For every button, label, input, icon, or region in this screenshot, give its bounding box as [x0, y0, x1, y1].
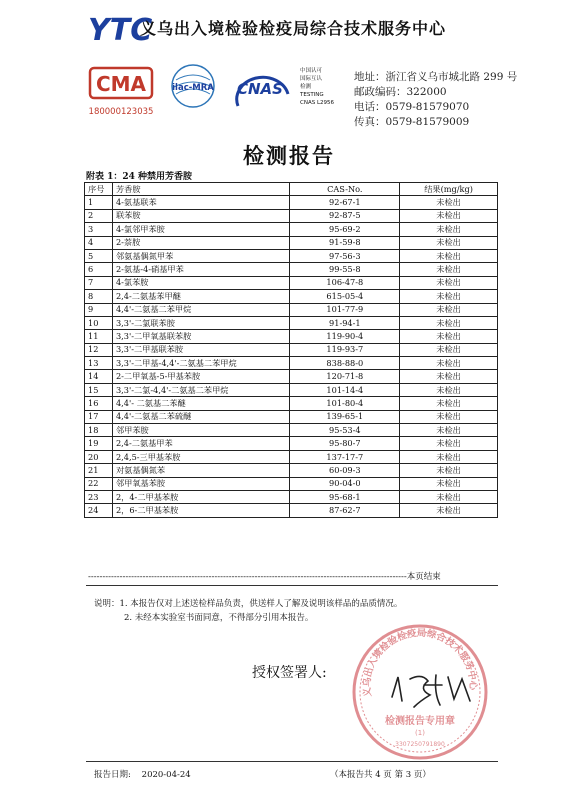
- table-row: [85, 303, 498, 316]
- row-index: 22: [85, 477, 113, 490]
- row-result: 未检出: [400, 209, 498, 222]
- row-index: 2: [85, 209, 113, 222]
- row-cas: 95-80-7: [290, 437, 400, 450]
- table-row: [85, 316, 498, 329]
- phone: 电话：0579-81579070: [354, 101, 470, 113]
- row-cas: 119-93-7: [290, 343, 400, 356]
- row-amine: 2-二甲氧基-5-甲基苯胺: [112, 370, 290, 383]
- row-amine: 3,3'-二甲基-4,4'-二氨基二苯甲烷: [112, 357, 290, 370]
- row-result: 未检出: [400, 490, 498, 503]
- cma-number: 180000123035: [88, 107, 154, 117]
- cnas-text-4: TESTING: [300, 92, 324, 98]
- row-result: 未检出: [400, 276, 498, 289]
- header-amine: 芳香胺: [112, 183, 290, 196]
- row-amine: 3,3'-二氯联苯胺: [112, 316, 290, 329]
- note-line-1: 说明：1. 本报告仅对上述送检样品负责，供送样人了解及说明该样品的品质情况。: [94, 599, 403, 609]
- cnas-text-5: CNAS L2956: [300, 100, 335, 106]
- row-result: 未检出: [400, 383, 498, 396]
- row-cas: 92-67-1: [290, 196, 400, 209]
- row-cas: 97-56-3: [290, 249, 400, 262]
- cnas-text-2: 国际互认: [300, 76, 323, 82]
- row-result: 未检出: [400, 370, 498, 383]
- row-result: 未检出: [400, 424, 498, 437]
- table-row: [85, 357, 498, 370]
- row-cas: 95-69-2: [290, 223, 400, 236]
- row-index: 5: [85, 249, 113, 262]
- row-amine: 4-氯苯胺: [112, 276, 290, 289]
- table-row: [85, 330, 498, 343]
- table-row: [85, 196, 498, 209]
- row-index: 7: [85, 276, 113, 289]
- table-caption: 附表 1：24 种禁用芳香胺: [86, 172, 193, 182]
- seal-code: 3307250791890: [395, 741, 445, 748]
- row-amine: 4,4'-二氨基二苯甲烷: [112, 303, 290, 316]
- row-index: 23: [85, 490, 113, 503]
- report-date: 报告日期: 2020-04-24: [94, 770, 191, 780]
- row-cas: 119-90-4: [290, 330, 400, 343]
- row-cas: 95-68-1: [290, 490, 400, 503]
- row-index: 21: [85, 464, 113, 477]
- row-cas: 139-65-1: [290, 410, 400, 423]
- postcode: 邮政编码：322000: [354, 86, 447, 98]
- row-amine: 2-氨基-4-硝基甲苯: [112, 263, 290, 276]
- row-result: 未检出: [400, 410, 498, 423]
- seal-center-text: 检测报告专用章: [385, 716, 455, 727]
- row-index: 12: [85, 343, 113, 356]
- table-row: [85, 236, 498, 249]
- ytc-logo-text: YTC: [88, 13, 153, 48]
- row-cas: 60-09-3: [290, 464, 400, 477]
- row-index: 4: [85, 236, 113, 249]
- table-row: [85, 223, 498, 236]
- row-result: 未检出: [400, 343, 498, 356]
- row-amine: 2-萘胺: [112, 236, 290, 249]
- row-amine: 4,4'- 二氨基二苯醚: [112, 397, 290, 410]
- row-index: 10: [85, 316, 113, 329]
- table-row: [85, 424, 498, 437]
- cnas-logo: [237, 66, 335, 106]
- row-amine: 2，6-二甲基苯胺: [112, 504, 290, 517]
- address: 地址：浙江省义乌市城北路 299 号: [354, 71, 518, 83]
- ytc-logo: [88, 12, 153, 48]
- table-row: [85, 464, 498, 477]
- row-cas: 91-59-8: [290, 236, 400, 249]
- table-row: [85, 410, 498, 423]
- notes: [94, 597, 402, 625]
- table-row: [85, 209, 498, 222]
- row-index: 6: [85, 263, 113, 276]
- row-amine: 2,4,5-三甲基苯胺: [112, 450, 290, 463]
- row-index: 3: [85, 223, 113, 236]
- row-amine: 对氨基偶氮苯: [112, 464, 290, 477]
- row-amine: 4,4'-二氨基二苯硫醚: [112, 410, 290, 423]
- note-line-2: 2. 未经本实验室书面同意，不得部分引用本报告。: [124, 613, 314, 623]
- row-cas: 106-47-8: [290, 276, 400, 289]
- row-result: 未检出: [400, 249, 498, 262]
- row-cas: 92-87-5: [290, 209, 400, 222]
- ilac-mra-label: ilac-MRA: [172, 83, 214, 93]
- table-row: [85, 450, 498, 463]
- table-row: [85, 263, 498, 276]
- row-result: 未检出: [400, 223, 498, 236]
- row-result: 未检出: [400, 437, 498, 450]
- page-info: （本报告共 4 页 第 3 页）: [330, 770, 431, 780]
- row-cas: 615-05-4: [290, 290, 400, 303]
- table-row: [85, 490, 498, 503]
- footer-separator: [86, 761, 498, 762]
- table-row: [85, 437, 498, 450]
- row-index: 13: [85, 357, 113, 370]
- row-cas: 91-94-1: [290, 316, 400, 329]
- row-index: 20: [85, 450, 113, 463]
- handwritten-signature: [384, 667, 484, 711]
- row-cas: 95-53-4: [290, 424, 400, 437]
- row-cas: 101-80-4: [290, 397, 400, 410]
- row-result: 未检出: [400, 477, 498, 490]
- header-cas: CAS-No.: [290, 183, 400, 196]
- cma-logo-label: CMA: [95, 72, 147, 96]
- row-result: 未检出: [400, 196, 498, 209]
- table-row: [85, 383, 498, 396]
- results-table: [84, 182, 498, 518]
- fax: 传真：0579-81579009: [354, 116, 470, 128]
- table-body: [85, 196, 498, 517]
- table-row: [85, 397, 498, 410]
- row-amine: 邻氨基偶氮甲苯: [112, 249, 290, 262]
- row-index: 18: [85, 424, 113, 437]
- row-cas: 99-55-8: [290, 263, 400, 276]
- header-index: 序号: [85, 183, 113, 196]
- row-cas: 120-71-8: [290, 370, 400, 383]
- row-index: 16: [85, 397, 113, 410]
- row-result: 未检出: [400, 236, 498, 249]
- row-index: 17: [85, 410, 113, 423]
- row-result: 未检出: [400, 316, 498, 329]
- row-result: 未检出: [400, 450, 498, 463]
- row-amine: 3,3'-二甲氧基联苯胺: [112, 330, 290, 343]
- row-result: 未检出: [400, 303, 498, 316]
- row-amine: 邻甲苯胺: [112, 424, 290, 437]
- table-row: [85, 276, 498, 289]
- certification-logos: [88, 64, 348, 124]
- row-cas: 137-17-7: [290, 450, 400, 463]
- row-result: 未检出: [400, 290, 498, 303]
- separator: [86, 585, 498, 586]
- row-amine: 3,3'-二甲基联苯胺: [112, 343, 290, 356]
- row-result: 未检出: [400, 330, 498, 343]
- row-index: 19: [85, 437, 113, 450]
- row-result: 未检出: [400, 464, 498, 477]
- cnas-logo-label: CNAS: [237, 80, 283, 98]
- row-cas: 101-14-4: [290, 383, 400, 396]
- table-row: [85, 249, 498, 262]
- row-amine: 2,4-二氨基苯甲醚: [112, 290, 290, 303]
- signer-label: 授权签署人:: [252, 665, 327, 681]
- row-result: 未检出: [400, 357, 498, 370]
- seal-arc-text: 义乌出入境检验检疫局综合技术服务中心: [361, 627, 479, 698]
- row-result: 未检出: [400, 263, 498, 276]
- cnas-text-1: 中国认可: [300, 68, 323, 74]
- row-amine: 2，4-二甲基苯胺: [112, 490, 290, 503]
- cnas-text-3: 检测: [300, 84, 312, 90]
- page-end-marker: ---------------------------------------------------------------------------------------------------------------本页结束: [88, 572, 441, 582]
- row-index: 15: [85, 383, 113, 396]
- row-index: 11: [85, 330, 113, 343]
- row-amine: 4-氯邻甲苯胺: [112, 223, 290, 236]
- row-index: 8: [85, 290, 113, 303]
- row-index: 14: [85, 370, 113, 383]
- table-row: [85, 504, 498, 517]
- cma-logo: [89, 68, 154, 117]
- row-cas: 90-04-0: [290, 477, 400, 490]
- header-result: 结果(mg/kg): [400, 183, 498, 196]
- seal-number: (1): [415, 729, 425, 737]
- row-cas: 101-77-9: [290, 303, 400, 316]
- table-header-row: [85, 183, 498, 196]
- row-amine: 2,4-二氨基甲苯: [112, 437, 290, 450]
- row-index: 1: [85, 196, 113, 209]
- row-index: 9: [85, 303, 113, 316]
- row-amine: 4-氨基联苯: [112, 196, 290, 209]
- table-row: [85, 343, 498, 356]
- row-index: 24: [85, 504, 113, 517]
- organization-name: 义乌出入境检验检疫局综合技术服务中心: [140, 19, 447, 38]
- table-row: [85, 290, 498, 303]
- row-result: 未检出: [400, 397, 498, 410]
- document-title: 检测报告: [243, 144, 335, 168]
- row-cas: 838-88-0: [290, 357, 400, 370]
- ilac-mra-logo: [172, 65, 214, 107]
- row-amine: 邻甲氧基苯胺: [112, 477, 290, 490]
- table-row: [85, 370, 498, 383]
- row-amine: 联苯胺: [112, 209, 290, 222]
- table-row: [85, 477, 498, 490]
- contact-block: [354, 70, 517, 130]
- row-result: 未检出: [400, 504, 498, 517]
- row-amine: 3,3'-二氯-4,4'-二氨基二苯甲烷: [112, 383, 290, 396]
- row-cas: 87-62-7: [290, 504, 400, 517]
